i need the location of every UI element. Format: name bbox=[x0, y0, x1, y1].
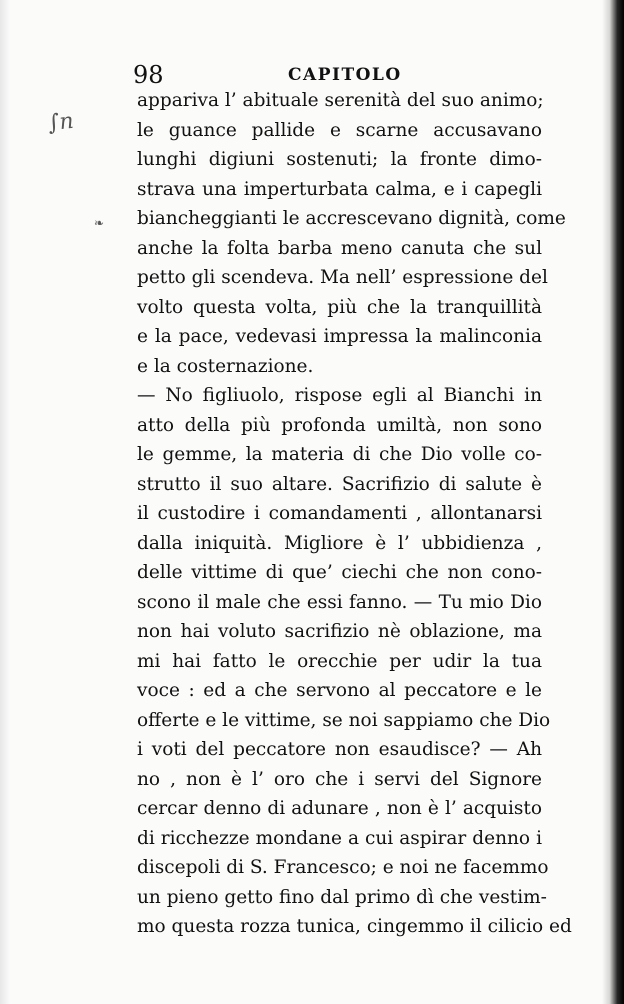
text-line: le guance pallide e scarne accusavano bbox=[137, 119, 542, 141]
text-line: biancheggianti le accrescevano dignità, come bbox=[137, 208, 566, 229]
text-line: di ricchezze mondane a cui aspirar denno i bbox=[137, 827, 542, 849]
text-line: e la costernazione. bbox=[137, 355, 314, 377]
margin-mark: ❧ bbox=[94, 216, 105, 230]
binding-shadow bbox=[602, 0, 624, 1004]
text-line: lunghi digiuni sostenuti; la fronte dimo- bbox=[137, 149, 542, 170]
text-line: il custodire i comandamenti , allontanarsi bbox=[137, 503, 542, 524]
text-line: un pieno getto fino dal primo dì che vestim- bbox=[137, 886, 547, 908]
text-line: le gemme, la materia di che Dio volle co- bbox=[137, 444, 542, 465]
text-line: atto della più profonda umiltà, non sono bbox=[137, 414, 542, 436]
text-line: voce : ed a che servono al peccatore e le bbox=[137, 680, 542, 701]
text-line: discepoli di S. Francesco; e noi ne facemmo bbox=[137, 857, 549, 878]
text-line: strutto il suo altare. Sacrifizio di salute è bbox=[137, 473, 542, 495]
text-line: non hai voluto sacrifizio nè oblazione, ma bbox=[137, 621, 542, 642]
text-line: anche la folta barba meno canuta che sul bbox=[137, 237, 542, 259]
page-number: 98 bbox=[133, 61, 164, 89]
text-line: no , non è l’ oro che i servi del Signore bbox=[137, 768, 542, 790]
text-line: cercar denno di adunare , non è l’ acquisto bbox=[137, 798, 542, 819]
text-line: volto questa volta, più che la tranquillità bbox=[137, 296, 542, 318]
margin-annotation: ∫n bbox=[46, 108, 75, 137]
text-line: strava una imperturbata calma, e i capegli bbox=[137, 178, 542, 200]
text-line: offerte e le vittime, se noi sappiamo che Dio bbox=[137, 709, 551, 731]
text-line: mo questa rozza tunica, cingemmo il cilicio ed bbox=[137, 916, 572, 937]
text-line: scono il male che essi fanno. — Tu mio Dio bbox=[137, 591, 542, 613]
text-line: i voti del peccatore non esaudisce? — Ah bbox=[137, 739, 542, 760]
text-line: — No figliuolo, rispose egli al Bianchi in bbox=[137, 385, 542, 406]
text-line: mi hai fatto le orecchie per udir la tua bbox=[137, 650, 542, 672]
body-text bbox=[137, 86, 572, 942]
text-line: appariva l’ abituale serenità del suo animo; bbox=[137, 90, 544, 111]
text-line: e la pace, vedevasi impressa la malinconia bbox=[137, 326, 542, 347]
text-line: dalla iniquità. Migliore è l’ ubbidienza , bbox=[137, 532, 542, 554]
text-line: petto gli scendeva. Ma nell’ espressione del bbox=[137, 267, 548, 288]
text-line: delle vittime di que’ ciechi che non cono- bbox=[137, 562, 542, 583]
running-head: CAPITOLO bbox=[288, 65, 402, 85]
page-left-edge bbox=[0, 0, 10, 1004]
